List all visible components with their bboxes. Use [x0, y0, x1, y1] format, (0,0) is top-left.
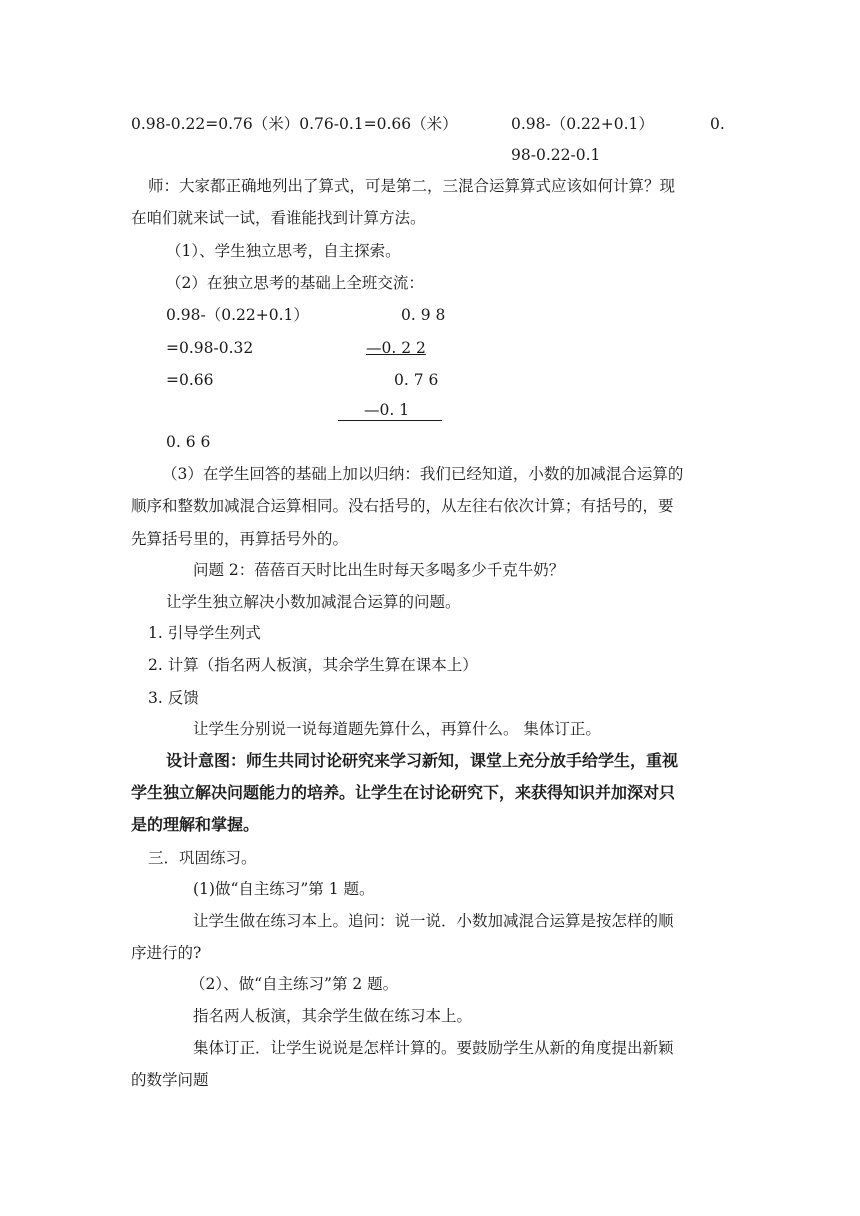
exercise-1-line-1: 让学生做在练习本上。追问：说一说．小数加减混合运算是按怎样的顺	[193, 912, 674, 930]
equation-row-middle: 0.98-（0.22+0.1）	[511, 115, 654, 133]
exercise-2-line-1: 指名两人板演，其余学生做在练习本上。	[193, 1007, 473, 1025]
calc-line-2: =0.98-0.32	[166, 339, 254, 357]
exercise-2-title: （2）、做“自主练习”第 2 题。	[190, 975, 399, 993]
question-2: 问题 2：蓓蓓百天时比出生时每天多喝多少千克牛奶？	[193, 561, 565, 579]
vertical-calc-row-1: 0. 9 8	[401, 306, 446, 324]
design-intent-line-3: 是的理解和掌握。	[131, 815, 260, 834]
calc-line-1: 0.98-（0.22+0.1）	[166, 306, 309, 324]
question-2-task: 让学生独立解决小数加减混合运算的问题。	[166, 593, 461, 611]
list-item-3: 3. 反馈	[148, 689, 199, 707]
step-2: （2）在独立思考的基础上全班交流：	[166, 274, 424, 292]
design-intent-line-1: 设计意图：师生共同讨论研究来学习新知，课堂上充分放手给学生，重视	[166, 751, 679, 770]
exercise-1-title: (1)做“自主练习”第 1 题。	[193, 880, 375, 898]
exercise-2-line-3: 的数学问题	[131, 1071, 209, 1089]
step-3-line-3: 先算括号里的，再算括号外的。	[131, 530, 349, 548]
teacher-paragraph-line-2: 在咱们就来试一试，看谁能找到计算方法。	[131, 209, 426, 227]
calc-line-3: =0.66	[166, 371, 214, 389]
vertical-calc-row-2: —0. 2 2	[366, 339, 426, 357]
step-1: （1）、学生独立思考，自主探索。	[166, 242, 401, 260]
equation-row-continued: 98-0.22-0.1	[511, 146, 601, 164]
equation-row-left: 0.98-0.22=0.76（米）0.76-0.1=0.66（米）	[131, 115, 458, 133]
vertical-calc-result: 0. 6 6	[166, 433, 211, 451]
step-3-line-2: 顺序和整数加减混合运算相同。没右括号的，从左往右依次计算；有括号的，要	[131, 497, 674, 515]
design-intent-line-2: 学生独立解决问题能力的培养。让学生在讨论研究下，来获得知识并加深对只	[131, 783, 676, 802]
vertical-calc-row-3: 0. 7 6	[394, 371, 439, 389]
feedback-line: 让学生分别说一说每道题先算什么，再算什么。 集体订正。	[193, 720, 601, 738]
step-3-line-1: （3）在学生回答的基础上加以归纳：我们已经知道，小数的加减混合运算的	[162, 465, 684, 483]
list-item-2: 2. 计算（指名两人板演，其余学生算在课本上）	[148, 656, 478, 674]
teacher-paragraph-line-1: 师：大家都正确地列出了算式，可是第二，三混合运算算式应该如何计算？现	[148, 177, 676, 195]
exercise-2-line-2: 集体订正．让学生说说是怎样计算的。要鼓励学生从新的角度提出新颖	[193, 1039, 674, 1057]
vertical-calc-row-4: —0. 1	[338, 400, 442, 421]
equation-row-right: 0.	[710, 115, 725, 133]
list-item-1: 1. 引导学生列式	[148, 624, 261, 642]
section-3-heading: 三．巩固练习。	[148, 849, 257, 867]
exercise-1-line-2: 序进行的?	[131, 944, 202, 962]
